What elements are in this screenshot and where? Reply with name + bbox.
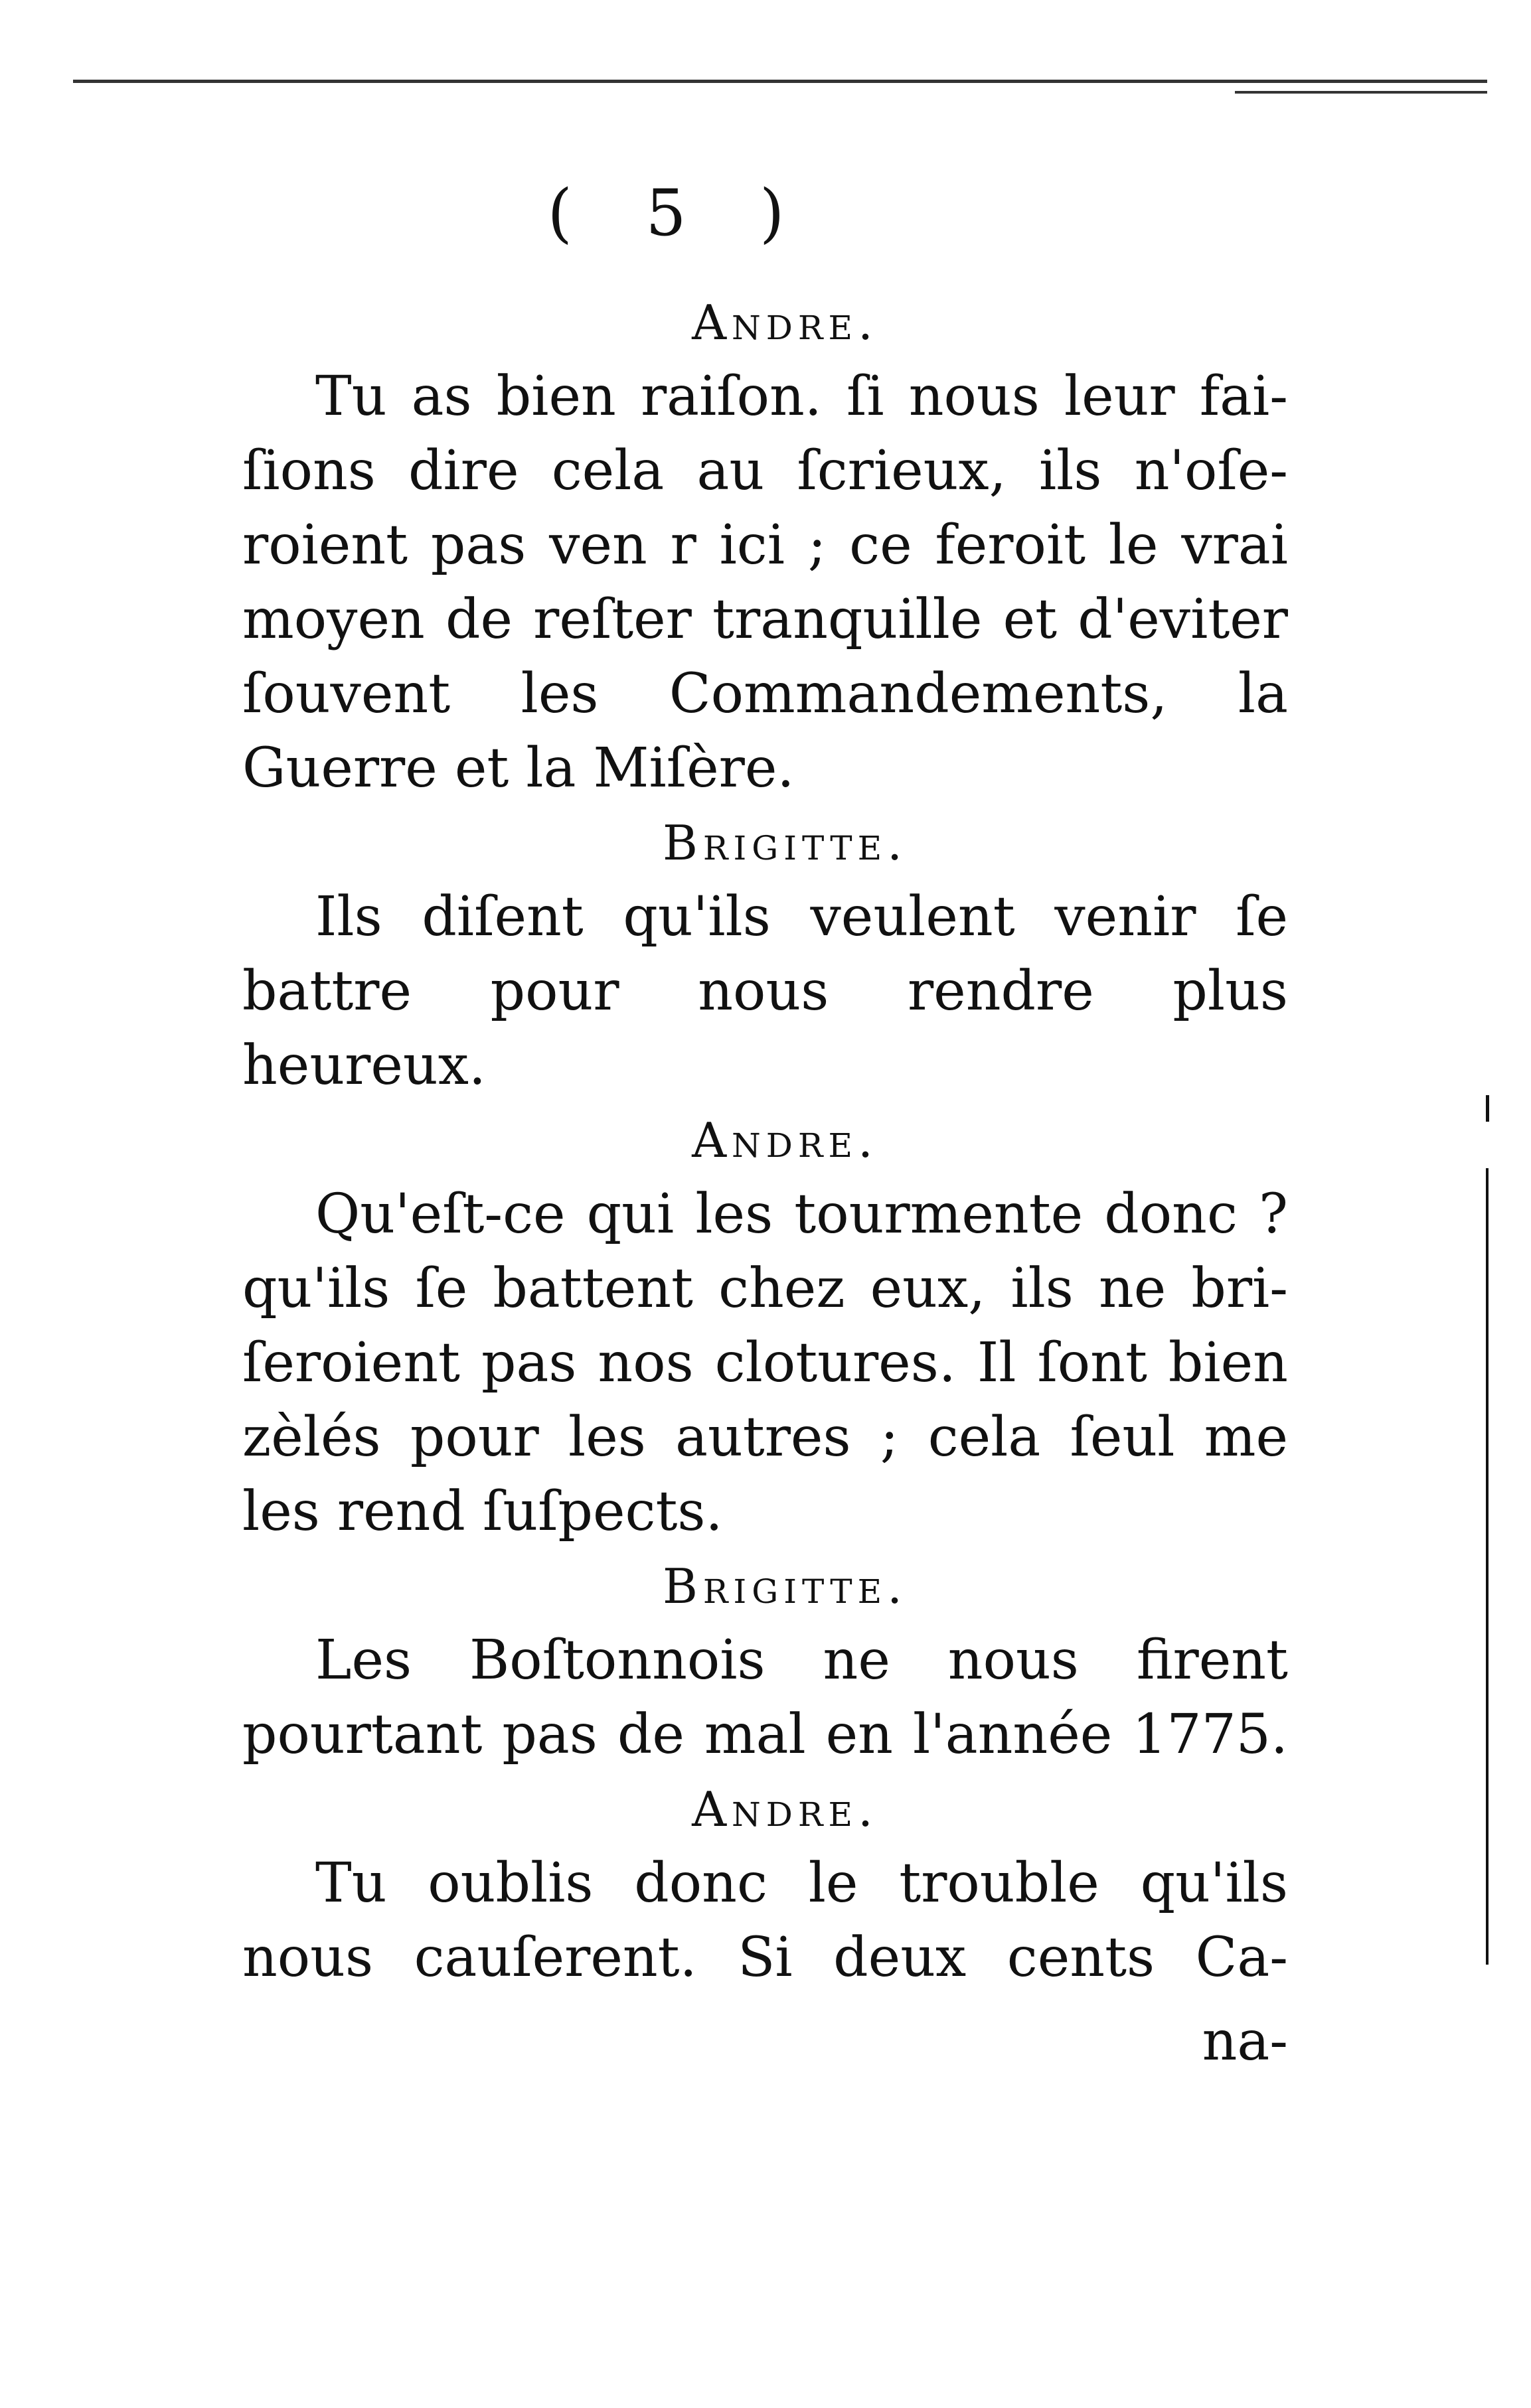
text-line: nous cauſerent. Si deux cents Ca- <box>242 1926 1288 1989</box>
text-line: Les Boſtonnois ne nous firent <box>315 1629 1288 1692</box>
catchword: na- <box>1202 2010 1288 2073</box>
text-line: zèlés pour les autres ; cela ſeul me <box>242 1406 1288 1469</box>
margin-line <box>1486 1168 1489 1965</box>
text-line: moyen de reſter tranquille et d'eviter <box>242 588 1288 651</box>
speech <box>242 880 1288 1103</box>
speech <box>242 1177 1288 1549</box>
text-line: ſouvent les Commandements, la <box>242 662 1288 725</box>
text-line: Tu oublis donc le trouble qu'ils <box>315 1852 1288 1915</box>
text-line: Guerre et la Miſère. <box>242 737 795 800</box>
text-line: roient pas ven r ici ; ce feroit le vrai <box>242 514 1288 577</box>
speech <box>242 360 1288 806</box>
text-block <box>242 285 1288 2079</box>
speaker-heading: Brigitte. <box>662 815 908 871</box>
speaker-heading: Brigitte. <box>662 1558 908 1614</box>
text-line: ſeroient pas nos clotures. Il ſont bien <box>242 1331 1288 1394</box>
speech <box>242 1846 1288 1995</box>
speaker-heading: Andre. <box>692 1112 878 1168</box>
text-line: pourtant pas de mal en l'année 1775. <box>242 1703 1288 1766</box>
speaker-heading: Andre. <box>692 1781 878 1837</box>
margin-mark <box>1486 1095 1489 1122</box>
text-line: ſions dire cela au ſcrieux, ils n'oſe- <box>242 439 1288 502</box>
text-line: qu'ils ſe battent chez eux, ils ne bri- <box>242 1257 1288 1320</box>
speech <box>242 1623 1288 1772</box>
text-line: Qu'eſt-ce qui les tourmente donc ? <box>315 1183 1288 1246</box>
page-number: ( 5 ) <box>547 176 811 250</box>
text-line: les rend ſuſpects. <box>242 1480 723 1543</box>
text-line: Ils diſent qu'ils veulent venir ſe <box>315 885 1288 948</box>
text-line: battre pour nous rendre plus heureux. <box>242 960 1288 1097</box>
speaker-heading: Andre. <box>692 295 878 350</box>
text-line: Tu as bien raiſon. ſi nous leur fai- <box>315 365 1288 428</box>
top-rule <box>73 80 1487 83</box>
